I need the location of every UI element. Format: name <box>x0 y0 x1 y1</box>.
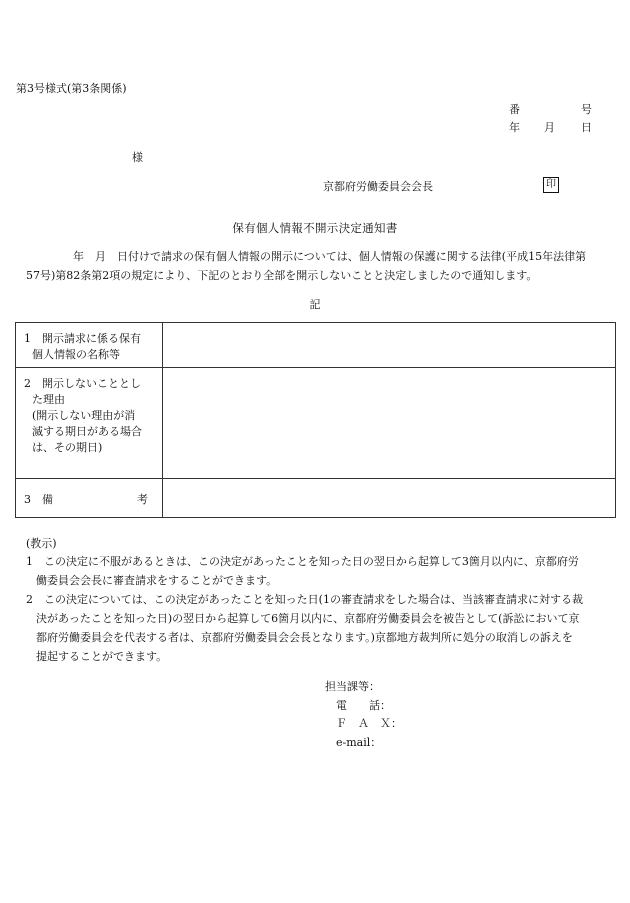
notice-item2-line-1: 2 この決定については、この決定があったことを知った日(1の審査請求をした場合は、当該審査請求に対する裁 <box>26 593 583 606</box>
contact-phone: 電 話： <box>336 698 391 712</box>
contact-block <box>325 678 402 752</box>
notice-item2-line-3: 都府労働委員会を代表する者は、京都府労働委員会会長となります。)京都地方裁判所に処分の取消しの訴えを <box>36 631 573 644</box>
table-row <box>16 479 616 518</box>
contact-department: 担当課等： <box>325 680 380 693</box>
number-suffix-label: 号 <box>581 103 592 116</box>
notice-item1-line-2: 働委員会会長に審査請求をすることができます。 <box>36 574 278 587</box>
row2-label <box>16 368 163 479</box>
row3-label-left: 3 備 <box>24 493 53 506</box>
notice-item2-line-4: 提起することができます。 <box>36 650 168 663</box>
form-number: 第3号様式(第3条関係) <box>16 82 127 95</box>
row3-value <box>163 479 616 518</box>
contact-fax: Ｆ Ａ Ｘ： <box>336 717 402 730</box>
row1-label-line-2: 個人情報の名称等 <box>32 348 120 361</box>
row2-label-line-2: た理由 <box>32 393 65 406</box>
day-label: 日 <box>581 121 592 134</box>
notice-item2-line-2: 決があったことを知った日)の翌日から起算して6箇月以内に、京都府労働委員会を被告として(訴訟において京 <box>36 612 580 625</box>
contact-email: e-mail： <box>336 735 382 749</box>
row2-label-line-1: 2 開示しないこととし <box>24 377 141 390</box>
body-text-line-2: 57号)第82条第2項の規定により、下記のとおり全部を開示しないことと決定しましたので通知します。 <box>26 269 538 282</box>
table-row <box>16 323 616 368</box>
details-table <box>15 322 616 518</box>
number-label: 番 <box>509 103 520 116</box>
row2-value <box>163 368 616 479</box>
body-text-line-1: 年 月 日付けで請求の保有個人情報の開示については、個人情報の保護に関する法律(平成15年法律第 <box>73 250 587 263</box>
row3-label-right: 考 <box>137 493 148 506</box>
sender-name: 京都府労働委員会会長 <box>323 180 433 193</box>
row1-label <box>16 323 163 368</box>
month-label: 月 <box>544 121 555 134</box>
document-title: 保有個人情報不開示決定通知書 <box>232 221 398 235</box>
row1-label-line-1: 1 開示請求に係る保有 <box>24 332 141 345</box>
notice-item1-line-1: 1 この決定に不服があるときは、この決定があったことを知った日の翌日から起算して3箇月以内に、京都府労 <box>26 555 579 568</box>
row2-label-line-4: 滅する期日がある場合 <box>32 425 142 438</box>
notice-heading: (教示) <box>26 537 57 550</box>
row3-label <box>16 479 163 518</box>
recipient-honorific: 様 <box>132 151 143 164</box>
year-label: 年 <box>509 121 520 134</box>
row2-label-line-5: は、その期日) <box>32 441 103 454</box>
row1-value <box>163 323 616 368</box>
table-row <box>16 368 616 479</box>
row2-label-line-3: (開示しない理由が消 <box>32 409 136 422</box>
seal-mark: 印 <box>543 177 559 193</box>
ki-heading: 記 <box>309 298 321 311</box>
